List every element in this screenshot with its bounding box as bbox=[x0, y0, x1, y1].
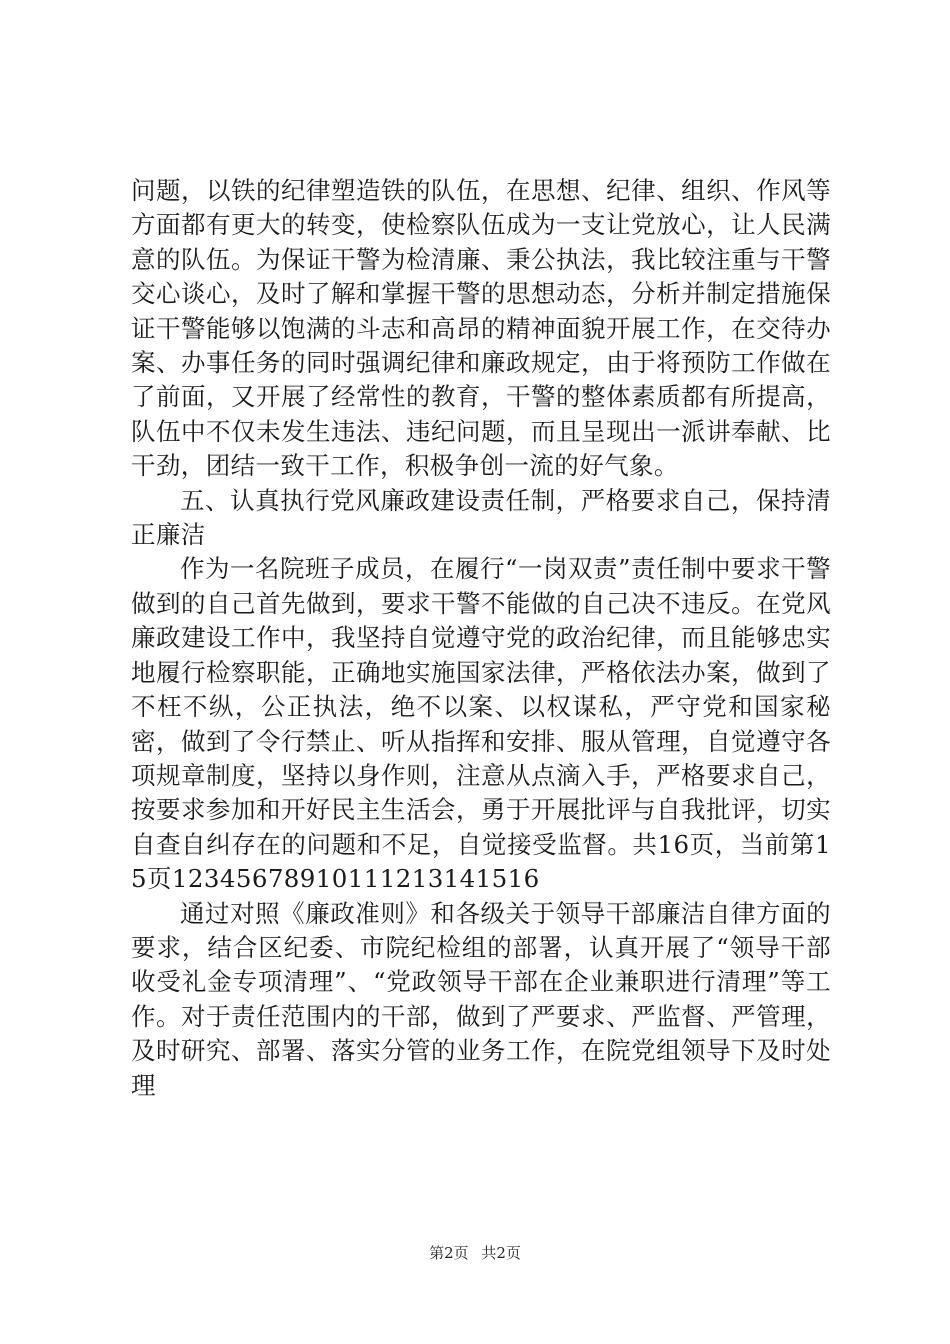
footer-current-page: 第2页 bbox=[429, 1244, 469, 1262]
document-body bbox=[131, 174, 831, 1103]
paragraph-responsibility: 作为一名院班子成员，在履行“一岗双责”责任制中要求干警做到的自己首先做到，要求干警不能做的自己决不违反。在党风廉政建设工作中，我坚持自觉遵守党的政治纪律，而且能够忠实地履行检察职能，正确地实施国家法律，严格依法办案，做到了不枉不纵，公正执法，绝不以案、以权谋私，严守党和国家秘密，做到了令行禁止、听从指挥和安排、服从管理，自觉遵守各项规章制度，坚持以身作则，注意从点滴入手，严格要求自己，按要求参加和开好民主生活会，勇于开展批评与自我批评，切实自查自纠存在的问题和不足，自觉接受监督。共16页，当前第15页12345678910111213141516 bbox=[131, 554, 831, 894]
page-footer bbox=[0, 1243, 950, 1263]
paragraph-continuation: 问题，以铁的纪律塑造铁的队伍，在思想、纪律、组织、作风等方面都有更大的转变，使检察队伍成为一支让党放心，让人民满意的队伍。为保证干警为检清廉、秉公执法，我比较注重与干警交心谈心，及时了解和掌握干警的思想动态，分析并制定措施保证干警能够以饱满的斗志和高昂的精神面貌开展工作，在交待办案、办事任务的同时强调纪律和廉政规定，由于将预防工作做在了前面，又开展了经常性的教育，干警的整体素质都有所提高，队伍中不仅未发生违法、违纪问题，而且呈现出一派讲奉献、比干劲，团结一致干工作，积极争创一流的好气象。 bbox=[131, 176, 831, 481]
section-heading-five: 五、认真执行党风廉政建设责任制，严格要求自己，保持清正廉洁 bbox=[131, 485, 831, 550]
paragraph-self-discipline: 通过对照《廉政准则》和各级关于领导干部廉洁自律方面的要求，结合区纪委、市院纪检组的部署，认真开展了“领导干部收受礼金专项清理”、“党政领导干部在企业兼职进行清理”等工作。对于责任范围内的干部，做到了严要求、严监督、严管理，及时研究、部署、落实分管的业务工作，在院党组领导下及时处理 bbox=[131, 898, 831, 1100]
footer-total-pages: 共2页 bbox=[481, 1244, 521, 1262]
